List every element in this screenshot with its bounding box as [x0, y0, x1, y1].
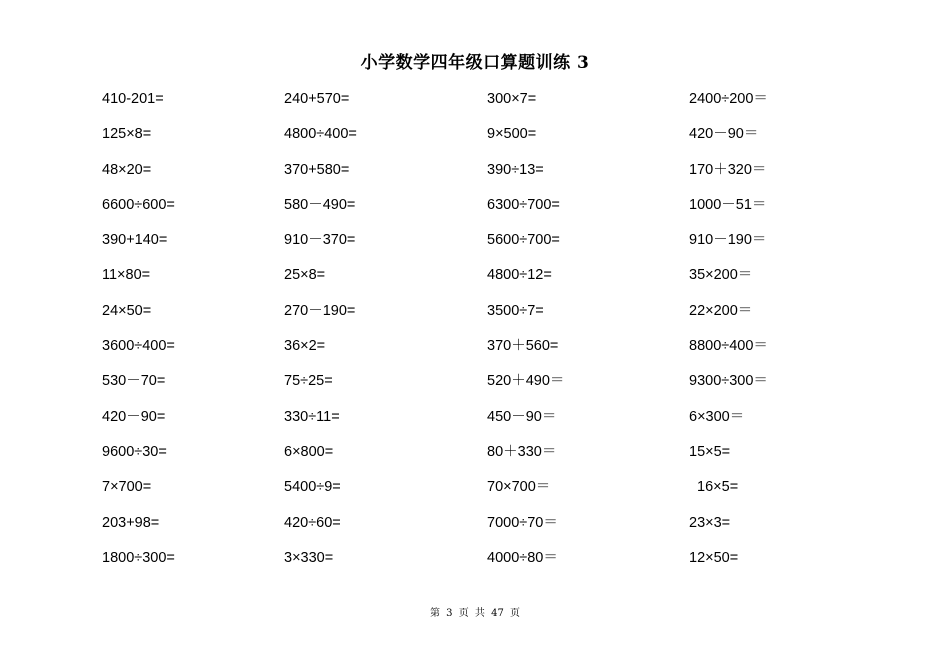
problem-row	[102, 88, 822, 123]
math-problem: 1000－51＝	[689, 196, 767, 213]
math-problem: 420－90＝	[689, 126, 759, 143]
math-problem: 16×5=	[689, 479, 739, 496]
math-problem: 330÷11=	[284, 408, 340, 425]
math-problem: 4000÷80＝	[487, 549, 558, 566]
math-problem: 420－90=	[102, 408, 166, 425]
math-problem: 7×700=	[102, 479, 152, 496]
math-problem: 420÷60=	[284, 514, 341, 531]
math-problem: 9×500=	[487, 126, 537, 143]
math-problem: 3×330=	[284, 549, 334, 566]
math-problem: 48×20=	[102, 161, 152, 178]
math-problem: 3500÷7=	[487, 302, 544, 319]
math-problem: 910－370=	[284, 232, 356, 249]
math-problem: 5400÷9=	[284, 479, 341, 496]
problem-row	[102, 335, 822, 370]
math-problem: 6300÷700=	[487, 196, 560, 213]
problem-row	[102, 406, 822, 441]
math-problem: 3600÷400=	[102, 338, 175, 355]
math-problem: 80＋330＝	[487, 443, 557, 460]
math-problem: 4800÷12=	[487, 267, 552, 284]
math-problem: 1800÷300=	[102, 549, 175, 566]
problem-row	[102, 194, 822, 229]
math-problem: 390÷13=	[487, 161, 544, 178]
math-problem: 35×200＝	[689, 267, 753, 284]
math-problem: 6×300＝	[689, 408, 745, 425]
math-problem: 240+570=	[284, 91, 350, 107]
problem-row	[102, 441, 822, 476]
problem-row	[102, 123, 822, 158]
math-problem: 300×7=	[487, 91, 537, 107]
math-problem: 9300÷300＝	[689, 373, 768, 390]
problem-row	[102, 547, 822, 582]
math-problem: 6×800=	[284, 443, 334, 460]
page-footer: 第 3 页 共 47 页	[430, 608, 520, 619]
math-problem: 580－490=	[284, 196, 356, 213]
math-problem: 125×8=	[102, 126, 152, 143]
math-problem: 450－90＝	[487, 408, 557, 425]
math-problem: 2400÷200＝	[689, 91, 768, 107]
problem-row	[102, 370, 822, 405]
math-problem: 530－70=	[102, 373, 166, 390]
problem-row	[102, 264, 822, 299]
math-problem: 22×200＝	[689, 302, 753, 319]
problem-row	[102, 512, 822, 547]
math-problem: 410-201=	[102, 91, 164, 107]
problem-row	[102, 159, 822, 194]
math-problem: 390+140=	[102, 232, 168, 249]
math-problem: 520＋490＝	[487, 373, 565, 390]
math-problem: 5600÷700=	[487, 232, 560, 249]
math-problem: 8800÷400＝	[689, 338, 768, 355]
math-problem: 24×50=	[102, 302, 152, 319]
math-problem: 270－190=	[284, 302, 356, 319]
math-problem: 11×80=	[102, 267, 151, 284]
math-problem: 203+98=	[102, 514, 160, 531]
math-problem: 7000÷70＝	[487, 514, 558, 531]
page-title: 小学数学四年级口算题训练 3	[360, 53, 590, 73]
math-problem: 15×5=	[689, 443, 731, 460]
math-problem: 12×50=	[689, 549, 739, 566]
math-problem: 370+580=	[284, 161, 350, 178]
math-problem: 370＋560=	[487, 338, 559, 355]
math-problem: 170＋320＝	[689, 161, 767, 178]
math-problem: 25×8=	[284, 267, 326, 284]
math-problem: 910－190＝	[689, 232, 767, 249]
math-problem: 75÷25=	[284, 373, 333, 390]
math-problem: 23×3=	[689, 514, 731, 531]
problem-row	[102, 300, 822, 335]
math-problem: 4800÷400=	[284, 126, 357, 143]
math-problem: 9600÷30=	[102, 443, 167, 460]
math-problem: 6600÷600=	[102, 196, 175, 213]
problem-grid	[102, 88, 822, 582]
problem-row	[102, 229, 822, 264]
problem-row	[102, 476, 822, 511]
math-problem: 70×700＝	[487, 479, 551, 496]
math-problem: 36×2=	[284, 338, 326, 355]
